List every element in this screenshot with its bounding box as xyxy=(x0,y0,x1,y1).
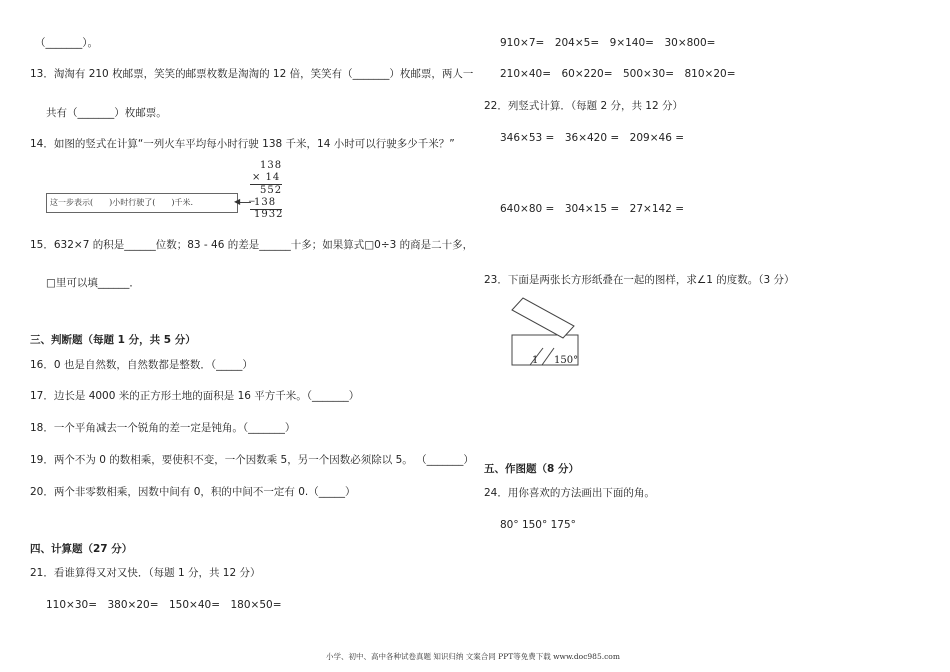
question-22-row1: 346×53 = 36×420 = 209×46 = xyxy=(500,132,685,144)
question-15-line2: □里可以填______． xyxy=(46,277,140,289)
multiplier: × 14 xyxy=(252,172,281,183)
question-17: 17．边长是 4000 米的正方形土地的面积是 16 平方千米。（_______） xyxy=(30,390,360,402)
question-21-row2: 910×7= 204×5= 9×140= 30×800= xyxy=(500,37,716,49)
question-22: 22．列竖式计算．（每题 2 分，共 12 分） xyxy=(484,100,684,112)
question-24-angles: 80° 150° 175° xyxy=(500,519,576,531)
question-20: 20．两个非零数相乘，因数中间有 0，积的中间不一定有 0.（_____） xyxy=(30,486,356,498)
question-23-figure xyxy=(498,296,588,370)
partial-product-1: 552 xyxy=(260,185,283,196)
fold-line-2 xyxy=(542,348,554,365)
section-4-heading: 四、计算题（27 分） xyxy=(30,543,133,555)
question-18: 18．一个平角减去一个锐角的差一定是钝角。（_______） xyxy=(30,422,296,434)
partial-product-2-arrow: − xyxy=(248,197,256,207)
angle-150-label: 150° xyxy=(554,355,579,366)
partial-product-2: 138 xyxy=(254,197,277,208)
question-13-line2: 共有（_______）枚邮票。 xyxy=(46,107,167,119)
question-16: 16．0 也是自然数，自然数都是整数．（_____） xyxy=(30,359,253,371)
question-14: 14．如图的竖式在计算“一列火车平均每小时行驶 138 千米，14 小时可以行驶多少千米？” xyxy=(30,138,455,150)
cont-blank: （_______）。 xyxy=(35,37,98,49)
product: 1932 xyxy=(254,209,284,220)
page-footer: 小学、初中、高中各种试卷真题 知识归纳 文案合同 PPT等免费下载 www.doc985.com xyxy=(326,652,620,661)
explanation-box-text: 这一步表示( )小时行驶了( )千米. xyxy=(50,198,194,207)
question-24: 24．用你喜欢的方法画出下面的角。 xyxy=(484,487,655,499)
section-5-heading: 五、作图题（8 分） xyxy=(484,463,579,475)
question-23: 23．下面是两张长方形纸叠在一起的图样，求∠1 的度数。（3 分） xyxy=(484,274,795,286)
question-15-line1: 15．632×7 的积是______位数；83 - 46 的差是______十多；如果算式□0÷3 的商是二十多， xyxy=(30,239,474,251)
question-21-row3: 210×40= 60×220= 500×30= 810×20= xyxy=(500,68,736,80)
question-22-row2: 640×80 = 304×15 = 27×142 = xyxy=(500,203,685,215)
arrow-head-icon: ◀ xyxy=(234,197,241,206)
question-21-row1: 110×30= 380×20= 150×40= 180×50= xyxy=(46,599,282,611)
question-19: 19．两个不为 0 的数相乘，要使积不变，一个因数乘 5，另一个因数必须除以 5。 （_______） xyxy=(30,454,474,466)
section-3-heading: 三、判断题（每题 1 分，共 5 分） xyxy=(30,334,196,346)
tilted-rectangle xyxy=(512,298,574,338)
question-13-line1: 13．淘淘有 210 枚邮票，笑笑的邮票枚数是淘淘的 12 倍，笑笑有（_______）枚邮票，两人一 xyxy=(30,68,474,80)
multiplicand: 138 xyxy=(260,160,283,171)
angle-1-label: 1 xyxy=(532,355,539,366)
question-21: 21．看谁算得又对又快．（每题 1 分，共 12 分） xyxy=(30,567,261,579)
